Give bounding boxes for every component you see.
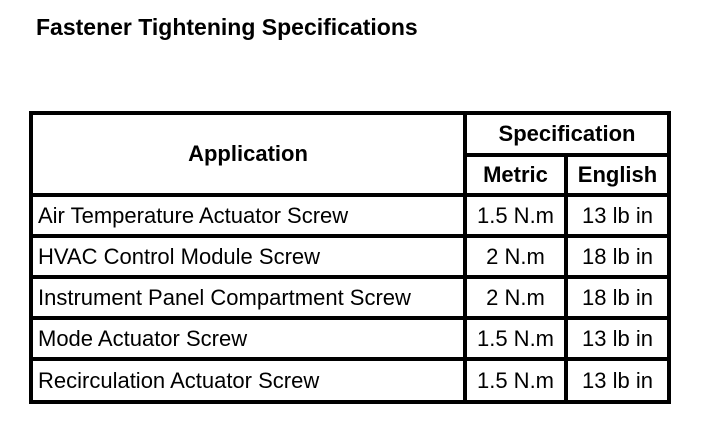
table-row-english: 18 lb in [568, 279, 667, 316]
table-row-metric: 1.5 N.m [467, 320, 564, 357]
header-metric: Metric [467, 157, 564, 193]
header-application: Application [33, 115, 463, 193]
table-row-english: 13 lb in [568, 197, 667, 234]
spec-table [29, 111, 671, 404]
page-title: Fastener Tightening Specifications [36, 14, 418, 40]
table-row-english: 18 lb in [568, 238, 667, 275]
table-row-application: Air Temperature Actuator Screw [33, 197, 463, 234]
table-row-application: HVAC Control Module Screw [33, 238, 463, 275]
table-row-metric: 2 N.m [467, 279, 564, 316]
table-row-metric: 1.5 N.m [467, 197, 564, 234]
table-row-application: Recirculation Actuator Screw [33, 361, 463, 400]
table-row-metric: 2 N.m [467, 238, 564, 275]
header-specification: Specification [467, 115, 667, 153]
table-row-application: Mode Actuator Screw [33, 320, 463, 357]
table-row-english: 13 lb in [568, 361, 667, 400]
table-row-application: Instrument Panel Compartment Screw [33, 279, 463, 316]
table-row-english: 13 lb in [568, 320, 667, 357]
header-english: English [568, 157, 667, 193]
table-row-metric: 1.5 N.m [467, 361, 564, 400]
